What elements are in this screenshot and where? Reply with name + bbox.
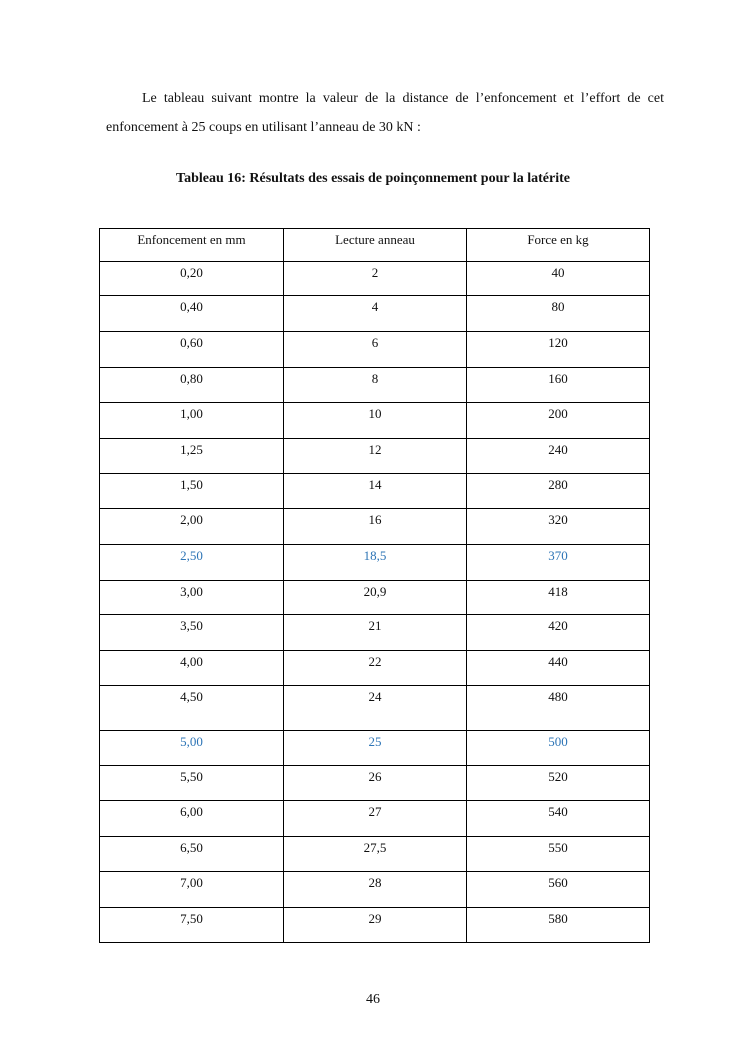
table-row [100,801,650,837]
header-cell: Enfoncement en mm [100,229,284,262]
table-cell: 120 [467,332,650,368]
table-cell: 5,50 [100,766,284,801]
table-cell: 480 [467,686,650,731]
table-row [100,731,650,766]
table-cell: 4,50 [100,686,284,731]
table-cell: 4 [284,296,467,332]
table-cell: 7,00 [100,872,284,908]
table-cell: 1,25 [100,439,284,474]
table-cell: 6,50 [100,837,284,872]
table-cell: 560 [467,872,650,908]
table-cell: 22 [284,651,467,686]
table-cell: 16 [284,509,467,545]
header-cell: Force en kg [467,229,650,262]
table-cell: 550 [467,837,650,872]
table-row [100,837,650,872]
table-cell: 2,00 [100,509,284,545]
table-cell: 3,50 [100,615,284,651]
table-cell: 0,20 [100,262,284,296]
table-row [100,296,650,332]
table-cell: 12 [284,439,467,474]
table-cell: 500 [467,731,650,766]
table-cell: 418 [467,581,650,615]
table-cell: 7,50 [100,908,284,943]
table-cell: 2 [284,262,467,296]
table-row [100,872,650,908]
table-row [100,545,650,581]
table-row [100,332,650,368]
table-cell: 1,50 [100,474,284,509]
table-cell: 240 [467,439,650,474]
table-cell: 320 [467,509,650,545]
table-row [100,766,650,801]
table-cell: 80 [467,296,650,332]
table-cell: 420 [467,615,650,651]
table-cell: 29 [284,908,467,943]
table-cell: 25 [284,731,467,766]
table-row [100,651,650,686]
table-cell: 4,00 [100,651,284,686]
table-cell: 520 [467,766,650,801]
table-row [100,509,650,545]
table-cell: 160 [467,368,650,403]
table-cell: 6,00 [100,801,284,837]
table-row [100,908,650,943]
intro-text: Le tableau suivant montre la valeur de la distance de l’enfoncement et l’effort de cet enfoncement à 25 coups en utilisant l’anneau de 30 kN : [106,91,664,135]
table-row [100,615,650,651]
header-cell: Lecture anneau [284,229,467,262]
table-cell: 10 [284,403,467,439]
table-cell: 0,80 [100,368,284,403]
table-cell: 5,00 [100,731,284,766]
table-cell: 26 [284,766,467,801]
table-cell: 370 [467,545,650,581]
table-cell: 14 [284,474,467,509]
page-number: 46 [366,992,380,1007]
table-cell: 2,50 [100,545,284,581]
table-cell: 0,60 [100,332,284,368]
table-cell: 280 [467,474,650,509]
table-cell: 40 [467,262,650,296]
table-cell: 20,9 [284,581,467,615]
table-cell: 1,00 [100,403,284,439]
table-row [100,439,650,474]
table-row [100,581,650,615]
table-row [100,368,650,403]
results-table [99,228,650,943]
intro-paragraph [106,84,664,142]
table-cell: 0,40 [100,296,284,332]
table-cell: 27,5 [284,837,467,872]
table-caption: Tableau 16: Résultats des essais de poinçonnement pour la latérite [176,171,570,186]
table-row [100,403,650,439]
table-cell: 580 [467,908,650,943]
table-row [100,262,650,296]
table-cell: 6 [284,332,467,368]
table-cell: 540 [467,801,650,837]
table-cell: 440 [467,651,650,686]
table-row [100,686,650,731]
table-header-row [100,229,650,262]
table-cell: 3,00 [100,581,284,615]
table-cell: 200 [467,403,650,439]
table-cell: 18,5 [284,545,467,581]
table-cell: 27 [284,801,467,837]
table-cell: 28 [284,872,467,908]
table-cell: 21 [284,615,467,651]
table-cell: 8 [284,368,467,403]
table-cell: 24 [284,686,467,731]
table-row [100,474,650,509]
